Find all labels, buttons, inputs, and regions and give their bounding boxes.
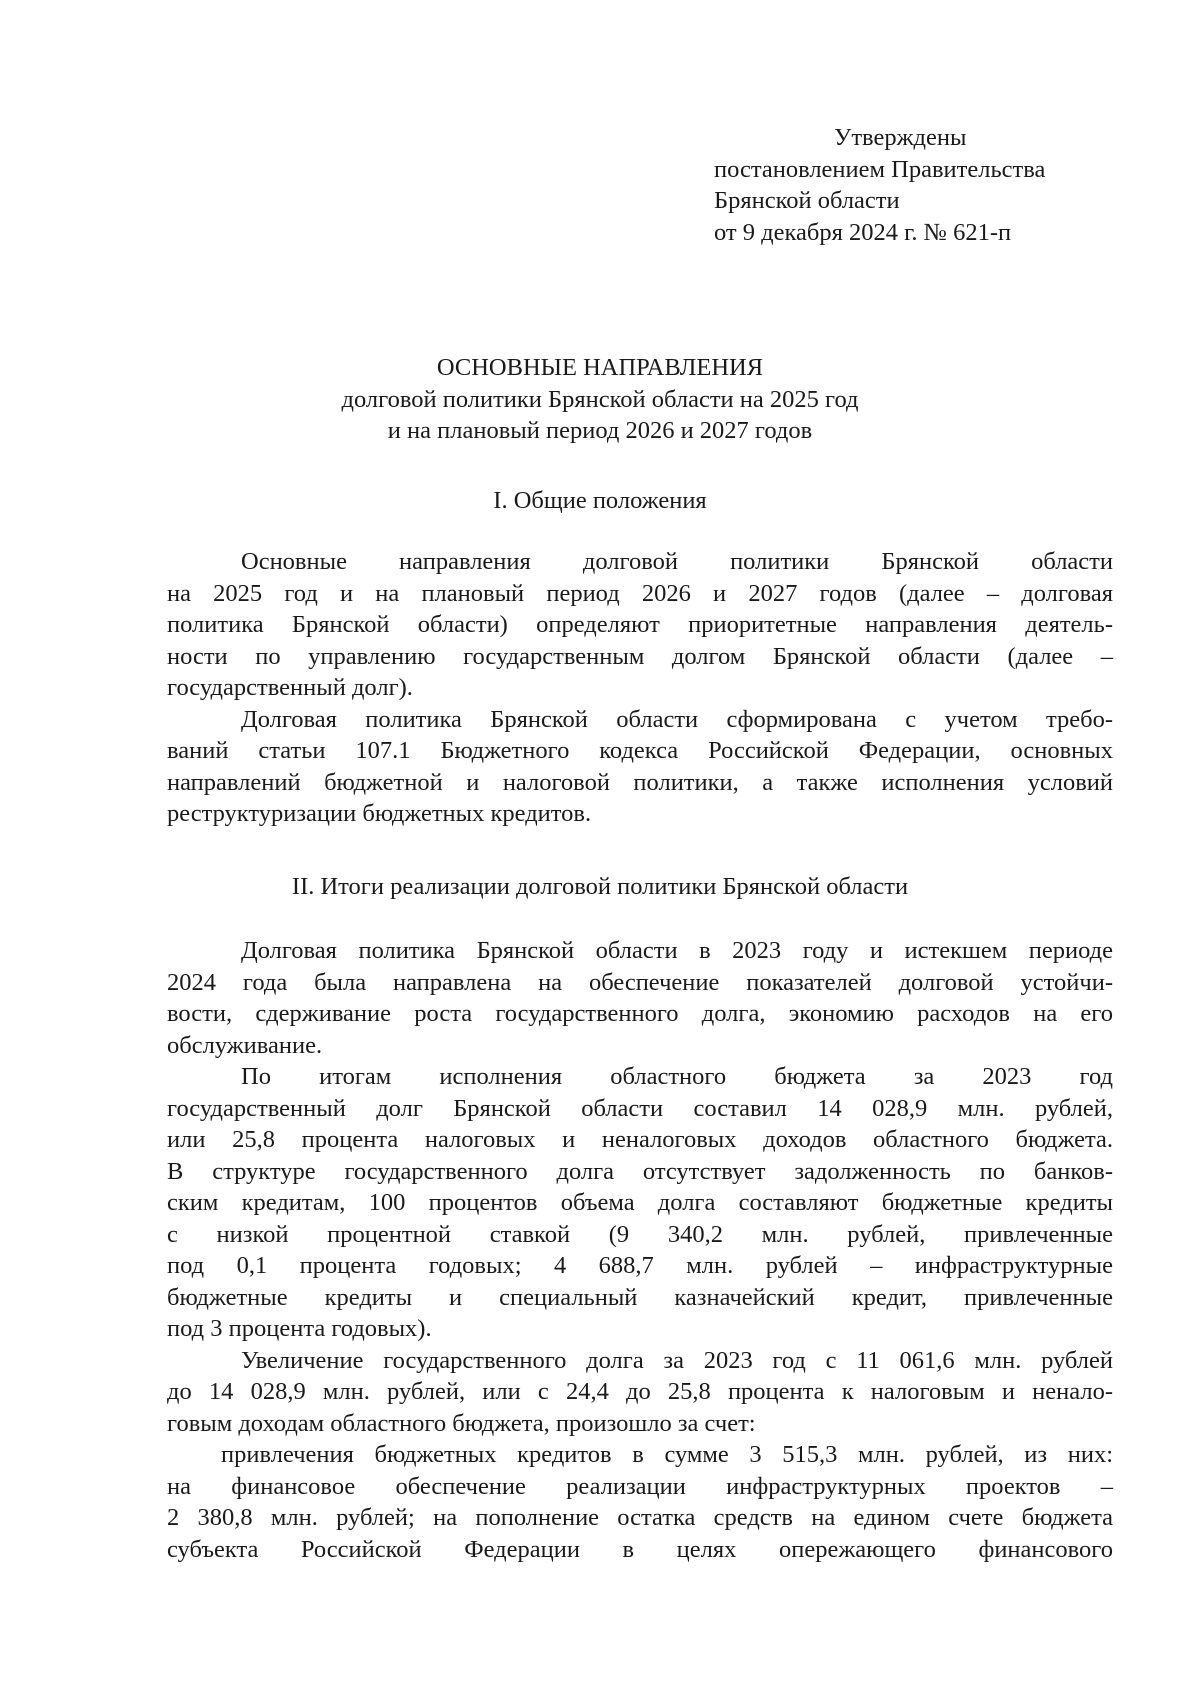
paragraph bbox=[167, 1439, 1113, 1565]
text-line: В структуре государственного долга отсутствует задолженность по банков- bbox=[167, 1157, 1113, 1185]
approval-line: постановлением Правительства bbox=[714, 155, 1046, 183]
text-line: вости, сдерживание роста государственного долга, экономию расходов на его bbox=[167, 1000, 1113, 1027]
section-heading: II. Итоги реализации долговой политики Брянской области bbox=[291, 873, 909, 900]
paragraph bbox=[167, 935, 1113, 1061]
text-line: на финансовое обеспечение реализации инфраструктурных проектов – bbox=[167, 1472, 1113, 1500]
document-title bbox=[0, 352, 1200, 447]
paragraph bbox=[167, 1345, 1113, 1440]
title-line: и на плановый период 2026 и 2027 годов bbox=[387, 417, 813, 444]
section-heading: I. Общие положения bbox=[493, 487, 707, 514]
text-line: под 0,1 процента годовых; 4 688,7 млн. рублей – инфраструктурные bbox=[167, 1252, 1113, 1279]
text-line: Увеличение государственного долга за 2023 год с 11 061,6 млн. рублей bbox=[241, 1346, 1113, 1374]
text-line: государственный долг). bbox=[167, 674, 413, 701]
approval-line: Утверждены bbox=[834, 124, 967, 151]
title-line: долговой политики Брянской области на 2025 год bbox=[341, 385, 859, 413]
approval-block bbox=[714, 122, 1045, 248]
text-line: Долговая политика Брянской области в 2023 году и истекшем периоде bbox=[241, 937, 1113, 964]
approval-line: Брянской области bbox=[714, 187, 900, 214]
text-line: субъекта Российской Федерации в целях опережающего финансового bbox=[167, 1535, 1113, 1563]
text-line: государственный долг Брянской области составил 14 028,9 млн. рублей, bbox=[167, 1094, 1113, 1122]
text-line: до 14 028,9 млн. рублей, или с 24,4 до 25,8 процента к налоговым и ненало- bbox=[167, 1378, 1113, 1405]
paragraph bbox=[167, 546, 1113, 704]
section-2-body bbox=[167, 935, 1113, 1565]
text-line: привлечения бюджетных кредитов в сумме 3 515,3 млн. рублей, из них: bbox=[221, 1441, 1113, 1468]
text-line: обслуживание. bbox=[167, 1031, 323, 1059]
text-line: под 3 процента годовых). bbox=[167, 1315, 432, 1342]
section-1-body bbox=[167, 546, 1113, 830]
text-line: политика Брянской области) определяют приоритетные направления деятель- bbox=[167, 611, 1113, 638]
text-line: Долговая политика Брянской области сформирована с учетом требо- bbox=[241, 705, 1113, 733]
text-line: 2 380,8 млн. рублей; на пополнение остатка средств на едином счете бюджета bbox=[167, 1504, 1113, 1531]
text-line: говым доходам областного бюджета, произошло за счет: bbox=[167, 1409, 756, 1437]
text-line: на 2025 год и на плановый период 2026 и 2027 годов (далее – долговая bbox=[167, 579, 1113, 607]
paragraph bbox=[167, 1061, 1113, 1345]
text-line: с низкой процентной ставкой (9 340,2 млн. рублей, привлеченные bbox=[167, 1220, 1113, 1248]
text-line: По итогам исполнения областного бюджета за 2023 год bbox=[241, 1063, 1113, 1090]
text-line: реструктуризации бюджетных кредитов. bbox=[167, 800, 592, 827]
text-line: направлений бюджетной и налоговой политики, а также исполнения условий bbox=[167, 768, 1113, 796]
text-line: 2024 года была направлена на обеспечение показателей долговой устойчи- bbox=[167, 968, 1113, 996]
text-line: ским кредитам, 100 процентов объема долга составляют бюджетные кредиты bbox=[167, 1189, 1113, 1216]
text-line: или 25,8 процента налоговых и неналоговых доходов областного бюджета. bbox=[167, 1126, 1113, 1153]
text-line: Основные направления долговой политики Брянской области bbox=[241, 548, 1113, 575]
text-line: ности по управлению государственным долгом Брянской области (далее – bbox=[167, 642, 1113, 670]
title-line: ОСНОВНЫЕ НАПРАВЛЕНИЯ bbox=[436, 354, 764, 381]
text-line: ваний статьи 107.1 Бюджетного кодекса Российской Федерации, основных bbox=[167, 737, 1113, 764]
approval-line: от 9 декабря 2024 г. № 621-п bbox=[714, 218, 1012, 246]
text-line: бюджетные кредиты и специальный казначейский кредит, привлеченные bbox=[167, 1283, 1113, 1311]
paragraph bbox=[167, 704, 1113, 830]
